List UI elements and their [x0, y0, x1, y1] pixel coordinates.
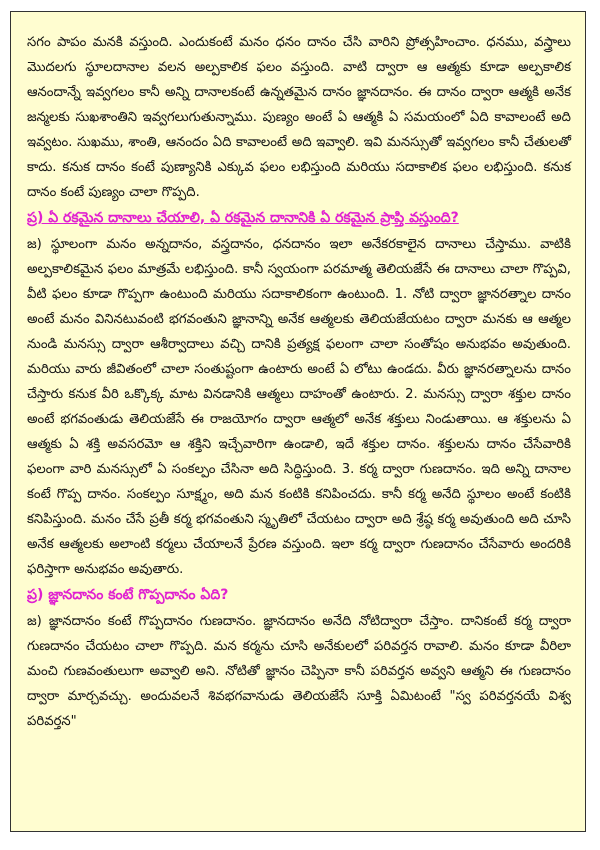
answer-one: జ) స్థూలంగా మనం అన్నదానం, వస్త్రదానం, ధనదానం ఇలా అనేకరకాలైన దానాలు చేస్తాము. వాటికి అల్పకాలికమైన ఫలం మాత్రమే లభిస్తుంది. కానీ స్వయంగా పరమాత్మ తెలియజేసే ఈ దానాలు చాలా గొప్పవి, వీటి ఫలం కూడా గొప్పగా ఉంటుంది మరియు సదాకాలికంగా ఉంటుంది. 1. నోటి ద్వారా జ్ఞానరత్నాల దానం అంటే మనం వినినటువంటి భగవంతుని జ్ఞానాన్ని అనేక ఆత్మలకు తెలియజేయటం ద్వారా మనకు ఆ ఆత్మల నుండి మనస్సు ద్వారా ఆశీర్వాదాలు వచ్చి దానికి ప్రత్యక్ష ఫలంగా చాలా సంతోషం అనుభవం అవుతుంది. మరియు వారు జీవితంలో చాలా సంతుష్టంగా ఉంటారు అంటే ఏ లోటు ఉండదు. వీరు జ్ఞానరత్నాలను దానం చేస్తారు కనుక వీరి ఒక్కొక్క మాట వినడానికి ఆత్మలు దాహంతో ఉంటారు. 2. మనస్సు ద్వారా శక్తుల దానం అంటే భగవంతుడు తెలియజేసే ఈ రాజయోగం ద్వారా ఆత్మలో అనేక శక్తులు నిండుతాయి. ఆ శక్తులను ఏ ఆత్మకు ఏ శక్తి అవసరమో ఆ శక్తిని ఇచ్చేవారిగా ఉండాలి, ఇదే శక్తుల దానం. శక్తులను దానం చేసేవారికి ఫలంగా వారి మనస్సులో ఏ సంకల్పం చేసినా అది సిద్ధిస్తుంది. 3. కర్మ ద్వారా గుణదానం. ఇది అన్ని దానాల కంటే గొప్ప దానం. సంకల్పం సూక్ష్మం, అది మన కంటికి కనిపించదు. కానీ కర్మ అనేది స్థూలం అంటే కంటికి కనిపిస్తుంది. మనం చేసే ప్రతీ కర్మ భగవంతుని స్మృతిలో చేయటం ద్వారా అది శ్రేష్ఠ కర్మ అవుతుంది అది చూసి అనేక ఆత్మలకు అలాంటి కర్మలు చేయాలనే ప్రేరణ వస్తుంది. ఇలా కర్మ ద్వారా గుణదానం చేసేవారు అందరికి ఫరిస్తాగా అనుభవం అవుతారు. — [27, 237, 571, 577]
question-one: ప్ర) ఏ రకమైన దానాలు చేయాలి, ఏ రకమైన దానానికి ఏ రకమైన ప్రాప్తి వస్తుంది? — [27, 210, 459, 226]
paragraph-intro: సగం పాపం మనకి వస్తుంది. ఎందుకంటే మనం ధనం దానం చేసి వారిని ప్రోత్సహించాం. ధనము, వస్త్రాలు మొదలగు స్థూలదానాల వలన అల్పకాలిక ఫలం వస్తుంది. వాటి ద్వారా ఆ ఆత్మకు కూడా అల్పకాలిక ఆనందాన్నే ఇవ్వగలం కానీ అన్ని దానాలకంటే ఉన్నతమైన దానం జ్ఞానదానం. ఈ దానం ద్వారా ఆత్మకి అనేక జన్మలకు సుఖశాంతిని ఇవ్వగలుగుతున్నాము. పుణ్యం అంటే ఏ ఆత్మకి ఏ సమయంలో ఏది కావాలంటే అది ఇవ్వటం. సుఖము, శాంతి, ఆనందం ఏది కావాలంటే అది ఇవ్వాలి. ఇవి మనస్సుతో ఇవ్వగలం కానీ చేతులతో కాదు. కనుక దానం కంటే పుణ్యానికి ఎక్కువ ఫలం లభిస్తుంది మరియు సదాకాలిక ఫలం లభిస్తుంది. కనుక దానం కంటే పుణ్యం చాలా గొప్పది. — [27, 35, 571, 200]
answer-two: జ) జ్ఞానదానం కంటే గొప్పదానం గుణదానం. జ్ఞానదానం అనేది నోటిద్వారా చేస్తాం. దానికంటే కర్మ ద్వారా గుణదానం చేయటం చాలా గొప్పది. మన కర్మను చూసి అనేకులలో పరివర్తన రావాలి. మనం కూడా వీరిలా మంచి గుణవంతులుగా అవ్వాలి అని. నోటితో జ్ఞానం చెప్పినా కానీ పరివర్తన అవ్వని ఆత్మని ఈ గుణదానం ద్వారా మార్చవచ్చు. అందువలనే శివభగవానుడు తెలియజేసే సూక్తి ఏమిటంటే "స్వ పరివర్తనయే విశ్వ పరివర్తన" — [27, 614, 571, 729]
question-two: ప్ర) జ్ఞానదానం కంటే గొప్పదానం ఏది? — [27, 587, 229, 603]
document-page — [10, 11, 586, 832]
